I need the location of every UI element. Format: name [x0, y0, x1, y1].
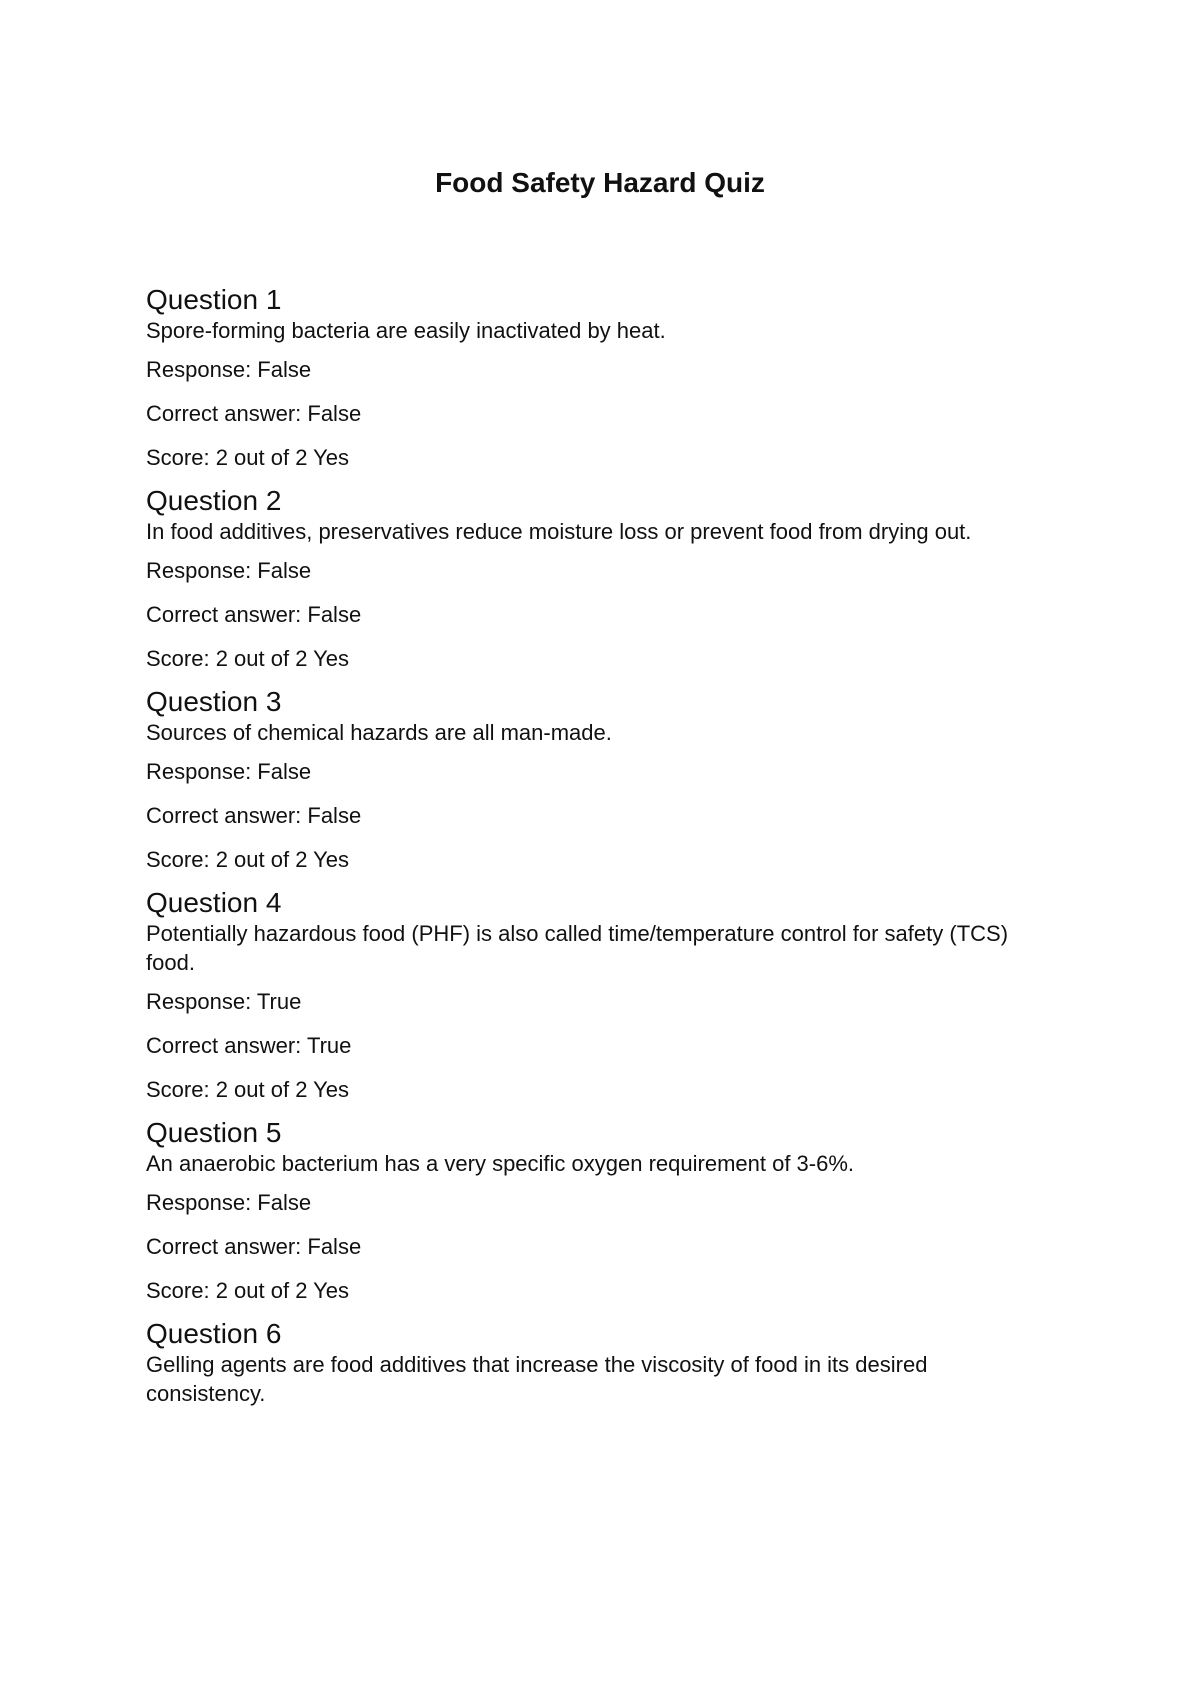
- score-line: Score: 2 out of 2 Yes: [146, 1077, 350, 1102]
- correct-answer-line: Correct answer: False: [146, 803, 362, 828]
- question-item-1: [146, 284, 1046, 471]
- question-text: Potentially hazardous food (PHF) is also called time/temperature control for safety (TCS) food.: [146, 921, 1009, 975]
- response-line: Response: False: [146, 759, 312, 784]
- response-line: Response: True: [146, 989, 302, 1014]
- question-item-6: [146, 1318, 1046, 1408]
- response-line: Response: False: [146, 1190, 312, 1215]
- question-heading: Question 2: [146, 485, 282, 516]
- question-heading: Question 1: [146, 284, 282, 315]
- question-text: Spore-forming bacteria are easily inactivated by heat.: [146, 318, 666, 343]
- score-line: Score: 2 out of 2 Yes: [146, 445, 350, 470]
- question-text: Sources of chemical hazards are all man-made.: [146, 720, 612, 745]
- correct-answer-line: Correct answer: False: [146, 602, 362, 627]
- score-line: Score: 2 out of 2 Yes: [146, 646, 350, 671]
- question-heading: Question 4: [146, 887, 282, 918]
- score-line: Score: 2 out of 2 Yes: [146, 1278, 350, 1303]
- question-heading: Question 3: [146, 686, 282, 717]
- correct-answer-line: Correct answer: True: [146, 1033, 352, 1058]
- correct-answer-line: Correct answer: False: [146, 401, 362, 426]
- correct-answer-line: Correct answer: False: [146, 1234, 362, 1259]
- question-text: An anaerobic bacterium has a very specific oxygen requirement of 3-6%.: [146, 1151, 855, 1176]
- response-line: Response: False: [146, 357, 312, 382]
- question-heading: Question 6: [146, 1318, 282, 1349]
- question-item-5: [146, 1117, 1046, 1304]
- page-title: Food Safety Hazard Quiz: [435, 167, 765, 198]
- question-heading: Question 5: [146, 1117, 282, 1148]
- question-text: Gelling agents are food additives that increase the viscosity of food in its desired consistency.: [146, 1352, 928, 1406]
- response-line: Response: False: [146, 558, 312, 583]
- score-line: Score: 2 out of 2 Yes: [146, 847, 350, 872]
- question-list: [146, 284, 1046, 1422]
- question-item-2: [146, 485, 1046, 672]
- question-item-4: [146, 887, 1046, 1103]
- question-item-3: [146, 686, 1046, 873]
- question-text: In food additives, preservatives reduce moisture loss or prevent food from drying out.: [146, 519, 972, 544]
